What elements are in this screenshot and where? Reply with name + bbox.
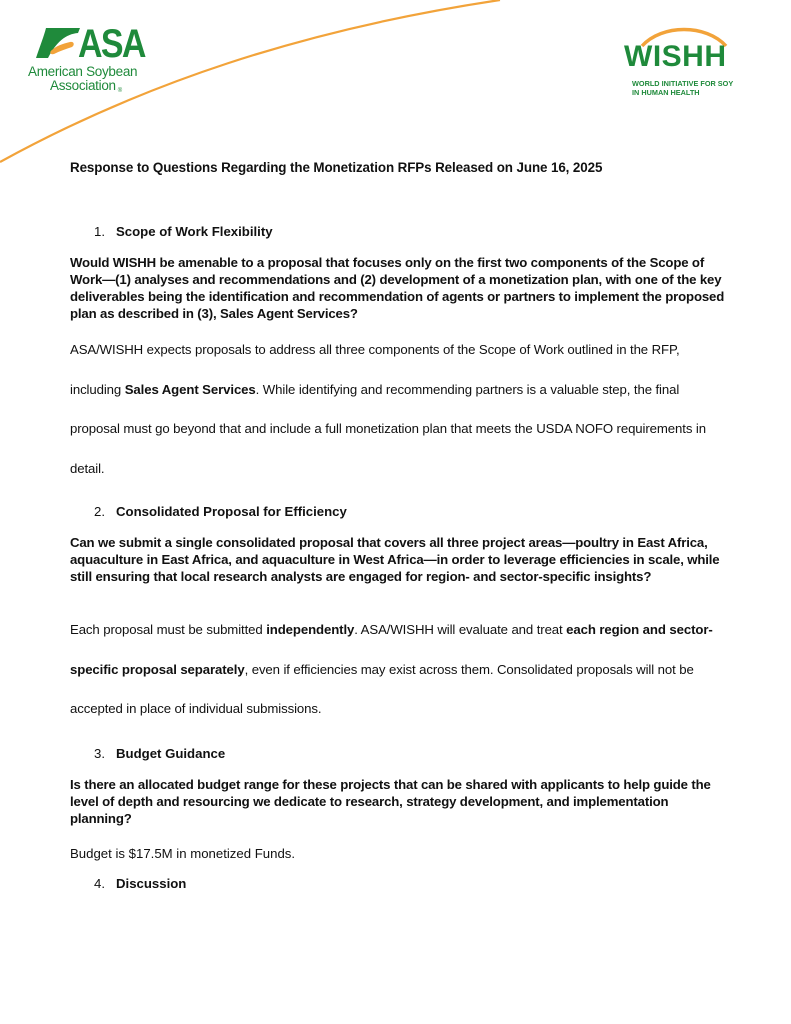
section-3-answer: Budget is $17.5M in monetized Funds. [70,846,296,861]
asa-name-line2 [50,78,122,94]
registered-mark: ® [117,88,122,94]
section-title: Consolidated Proposal for Efficiency [116,504,347,519]
document-title: Response to Questions Regarding the Monetization RFPs Released on June 16, 2025 [70,160,603,175]
section-2-heading [94,504,347,519]
section-number: 1. [94,224,105,239]
section-3-heading [94,746,225,761]
wishh-logo [618,26,748,98]
wishh-tagline-line1: WORLD INITIATIVE FOR SOY [632,79,734,88]
answer-text: Each proposal must be submitted [70,622,267,637]
section-4-heading [94,876,186,891]
section-number: 2. [94,504,105,519]
asa-name-line2-text: Association [50,78,116,93]
section-1-question: Would WISHH be amenable to a proposal that focuses only on the first two components of the Scope of Work—(1) analyses and recommendations and (2) development of a monetization plan, with one of the key deliverables being the identification and recommendation of agents or partners to implement the proposed plan as described in (3), Sales Agent Services? [70,255,725,321]
answer-text: , even if efficiencies may exist across them. Consolidated proposals will not be accepted in place of individual submissions. [70,661,694,716]
section-title: Discussion [116,876,187,891]
answer-bold-text: independently [266,622,355,637]
answer-text: ASA/WISHH expects proposals to address all three components of the Scope of Work outlined in the RFP, including [70,342,680,397]
wishh-wordmark: WISHH [624,40,727,73]
answer-bold-text: Sales Agent Services [124,381,256,397]
section-title: Scope of Work Flexibility [116,224,273,239]
section-1-answer [70,330,730,488]
answer-bold-text: each region and sector-specific proposal separately [70,622,713,677]
section-number: 4. [94,876,105,891]
answer-text: . ASA/WISHH will evaluate and treat [354,622,567,637]
section-2-question: Can we submit a single consolidated proposal that covers all three project areas—poultry in East Africa, aquaculture in East Africa, and aquaculture in West Africa—in order to leverage efficiencies in scale, while still ensuring that local research analysts are engaged for region- and sector-specific insights? [70,535,720,584]
asa-name-line1: American Soybean [28,64,138,79]
section-2-answer [70,610,730,729]
section-number: 3. [94,746,105,761]
asa-wordmark: ASA [78,22,145,66]
section-title: Budget Guidance [116,746,226,761]
answer-text: . While identifying and recommending partners is a valuable step, the final proposal must go beyond that and include a full monetization plan that meets the USDA NOFO requirements in detail. [70,381,706,476]
section-3-question: Is there an allocated budget range for these projects that can be shared with applicants to help guide the level of depth and resourcing we dedicate to research, strategy development, and implementation planning? [70,777,711,826]
section-1-heading [94,224,273,239]
asa-logo [26,22,148,94]
wishh-tagline-line2: IN HUMAN HEALTH [632,88,700,97]
